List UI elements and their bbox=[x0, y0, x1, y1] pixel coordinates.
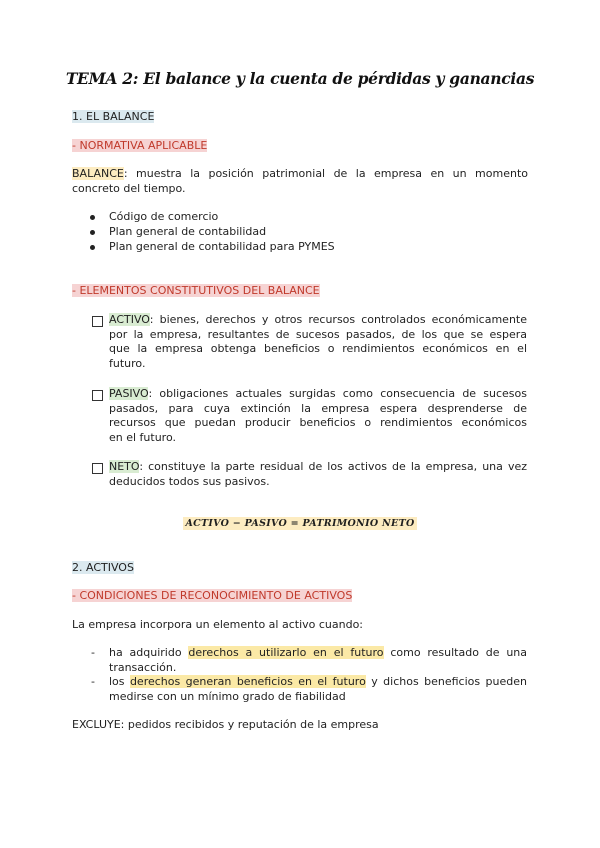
section-heading-activos-text: 2. ACTIVOS bbox=[72, 561, 134, 574]
term-pasivo: PASIVO bbox=[109, 387, 149, 400]
definition-line: : constituye la parte residual de los activos de la empresa, una vez bbox=[139, 460, 527, 473]
balance-definition bbox=[72, 167, 528, 196]
term-balance: BALANCE bbox=[72, 167, 124, 180]
term-activo: ACTIVO bbox=[109, 313, 150, 326]
condition-text: medirse con un mínimo grado de fiabilidad bbox=[109, 689, 346, 703]
condition-text: como resultado de una bbox=[383, 646, 528, 659]
condition-highlight: derechos generan beneficios en el futuro bbox=[129, 675, 366, 688]
subheading-normativa bbox=[72, 139, 207, 154]
definition-line: futuro. bbox=[109, 356, 146, 370]
checkbox-neto[interactable] bbox=[92, 463, 103, 474]
condition-item-2 bbox=[109, 675, 527, 704]
balance-formula-text: ACTIVO − PASIVO = PATRIMONIO NETO bbox=[185, 518, 415, 529]
condition-highlight: derechos a utilizarlo en el futuro bbox=[188, 646, 384, 659]
section-heading-activos bbox=[72, 561, 134, 576]
condition-text: los bbox=[109, 675, 130, 688]
checkbox-pasivo[interactable] bbox=[92, 390, 103, 401]
bullet-icon bbox=[90, 215, 95, 220]
definition-neto bbox=[109, 460, 527, 489]
definition-line: deducidos todos sus pasivos. bbox=[109, 474, 270, 488]
definition-pasivo bbox=[109, 387, 527, 445]
definition-line: pasados, para cuya extinción la empresa espera desprenderse de bbox=[109, 401, 527, 415]
bullet-icon bbox=[90, 245, 95, 250]
condiciones-intro: La empresa incorpora un elemento al activo cuando: bbox=[72, 618, 364, 631]
condition-text: transacción. bbox=[109, 660, 177, 674]
definition-activo bbox=[109, 313, 527, 371]
term-neto: NETO bbox=[109, 460, 140, 473]
condition-text: ha adquirido bbox=[109, 646, 189, 659]
balance-definition-line1: : muestra la posición patrimonial de la empresa en un momento bbox=[123, 167, 528, 180]
list-item-text: Código de comercio bbox=[109, 210, 219, 223]
condition-item-1 bbox=[109, 646, 527, 675]
dash-marker: - bbox=[91, 646, 95, 659]
bullet-icon bbox=[90, 230, 95, 235]
page-title: TEMA 2: El balance y la cuenta de pérdidas y ganancias bbox=[65, 69, 535, 88]
list-item-text: Plan general de contabilidad para PYMES bbox=[109, 240, 335, 253]
definition-line: : bienes, derechos y otros recursos controlados económicamente bbox=[149, 313, 527, 326]
definition-line: que la empresa obtenga beneficios o rendimientos económicos en el bbox=[109, 342, 527, 355]
definition-line: recursos que puedan producir beneficios o rendimientos económicos bbox=[109, 416, 527, 429]
balance-formula bbox=[0, 517, 600, 532]
balance-definition-line2: concreto del tiempo. bbox=[72, 181, 186, 195]
subheading-normativa-text: - NORMATIVA APLICABLE bbox=[72, 139, 208, 152]
definition-line: por la empresa, resultantes de sucesos pasados, de los que se espera bbox=[109, 327, 527, 341]
definition-line: : obligaciones actuales surgidas como consecuencia de sucesos bbox=[148, 387, 527, 400]
subheading-elementos-text: - ELEMENTOS CONSTITUTIVOS DEL BALANCE bbox=[72, 284, 320, 297]
list-item-text: Plan general de contabilidad bbox=[109, 225, 267, 238]
excluye-note: EXCLUYE: pedidos recibidos y reputación de la empresa bbox=[72, 718, 379, 731]
section-heading-balance bbox=[72, 110, 154, 125]
subheading-condiciones bbox=[72, 589, 352, 604]
dash-marker: - bbox=[91, 675, 95, 688]
section-heading-balance-text: 1. EL BALANCE bbox=[72, 110, 155, 123]
subheading-elementos bbox=[72, 284, 320, 299]
subheading-condiciones-text: - CONDICIONES DE RECONOCIMIENTO DE ACTIVOS bbox=[72, 589, 353, 602]
checkbox-activo[interactable] bbox=[92, 316, 103, 327]
definition-line: en el futuro. bbox=[109, 430, 176, 444]
condition-text: y dichos beneficios pueden bbox=[365, 675, 527, 688]
